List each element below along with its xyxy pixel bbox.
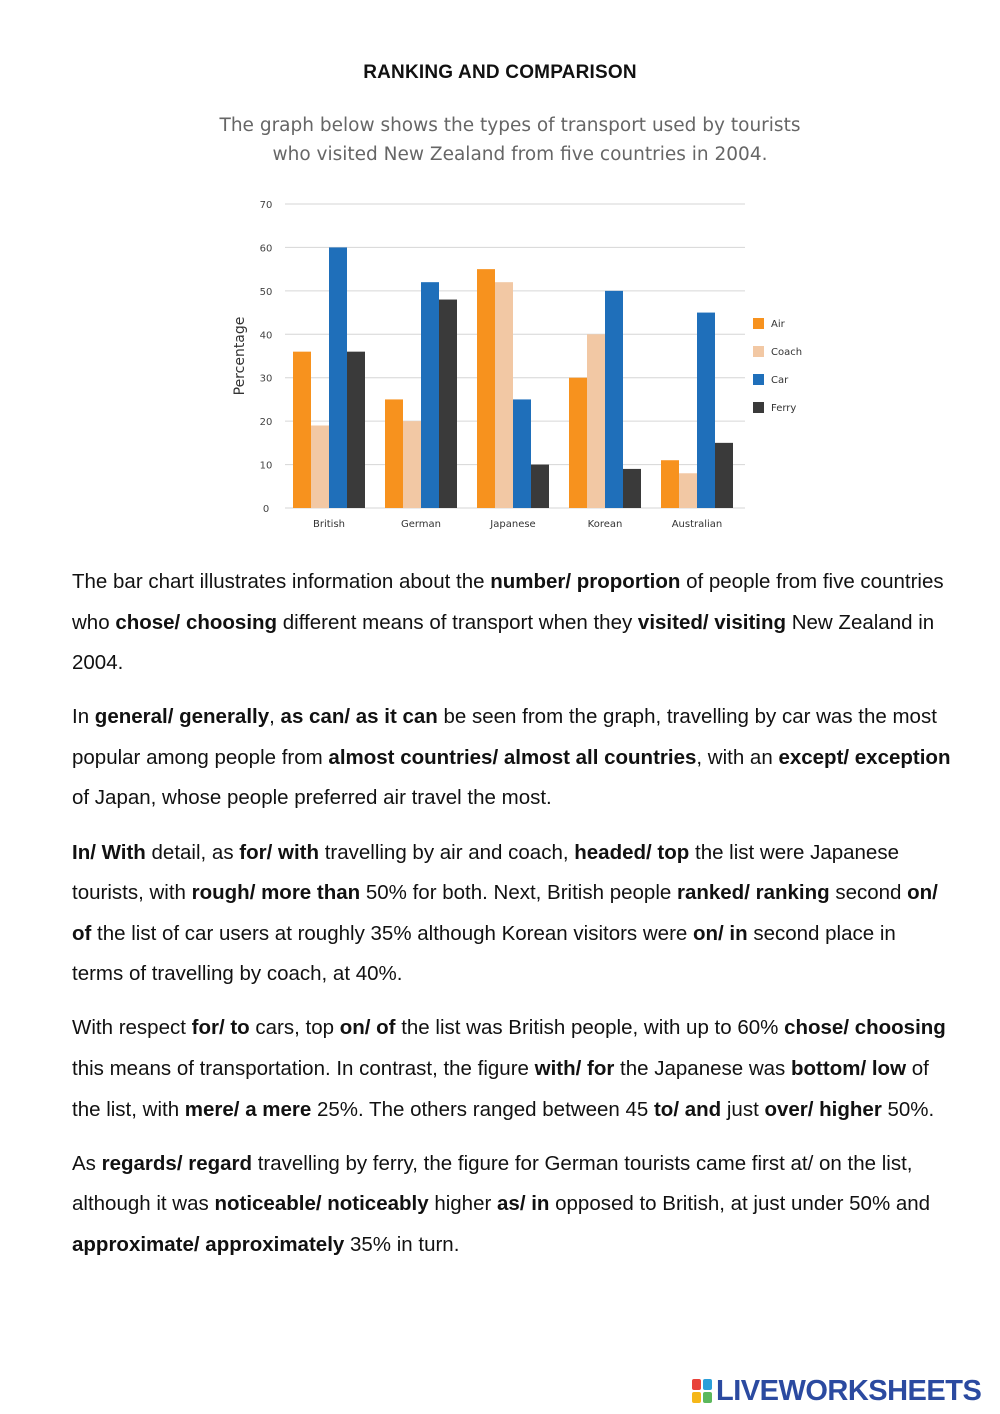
text-segment: the list of car users at roughly 35% although Korean visitors were (91, 921, 693, 945)
paragraph-5 (72, 1144, 952, 1266)
answer-choice: almost countries/ almost all countries (328, 745, 697, 769)
text-segment: the Japanese was (614, 1057, 792, 1081)
text-segment: the list was British people, with up to 60% (395, 1016, 785, 1040)
answer-choice: In/ With (72, 840, 146, 864)
answer-choice: as can/ as it can (280, 705, 438, 729)
answer-choice: on/ of (339, 1016, 396, 1040)
bar-ferry-german (439, 300, 457, 508)
answer-choice: approximate/ approximately (72, 1232, 345, 1256)
chart-title-line-2: who visited New Zealand from five countries in 2004. (272, 144, 768, 165)
text-segment: 50%. (881, 1097, 935, 1121)
answer-choice: ranked/ ranking (676, 881, 830, 905)
y-tick-label: 20 (259, 417, 273, 429)
text-segment: second place in terms of travelling by coach, at 40%. (72, 921, 896, 986)
text-segment: different means of transport when they (277, 610, 638, 634)
text-segment: this means of transportation. In contrast, the figure (72, 1057, 535, 1081)
bar-coach-german (403, 421, 421, 508)
y-axis-label: Percentage (232, 316, 248, 396)
bar-coach-korean (587, 334, 605, 508)
text-segment: 50% for both. Next, British people (360, 881, 677, 905)
text-segment: of people from five countries who (72, 570, 944, 634)
legend-label-air: Air (771, 319, 785, 330)
legend-swatch-car (753, 374, 764, 385)
bar-air-british (293, 352, 311, 508)
text-segment: , (269, 705, 281, 729)
bar-ferry-british (347, 352, 365, 508)
answer-choice: chose/ choosing (784, 1016, 946, 1040)
paragraph-1 (72, 562, 952, 684)
answer-choice: general/ generally (94, 705, 270, 729)
chart-title-line-1: The graph below shows the types of transport used by tourists (219, 115, 801, 136)
text-segment: be seen from the graph, travelling by car was the most popular among people from (72, 705, 937, 769)
text-segment: of Japan, whose people preferred air travel the most. (72, 786, 552, 810)
legend-swatch-air (753, 318, 764, 329)
text-segment: cars, top (249, 1016, 340, 1040)
y-tick-label: 60 (259, 243, 273, 255)
bar-ferry-korean (623, 469, 641, 508)
bar-air-japanese (477, 269, 495, 508)
logo-text: LIVEWORKSHEETS (716, 1374, 982, 1407)
answer-choice: on/ in (693, 921, 748, 945)
text-segment: , with an (696, 745, 779, 769)
legend-label-ferry: Ferry (771, 403, 797, 414)
text-segment: The bar chart illustrates information about the (72, 570, 491, 593)
text-segment: just (721, 1097, 765, 1121)
answer-choice: on/ of (72, 881, 938, 945)
y-tick-label: 50 (259, 286, 273, 298)
bar-car-german (421, 282, 439, 508)
answer-choice: as/ in (497, 1192, 550, 1216)
answer-choice: for/ to (191, 1016, 250, 1040)
body-text (72, 562, 952, 1279)
paragraph-4 (72, 1008, 952, 1130)
answer-choice: chose/ choosing (115, 610, 278, 634)
bar-air-german (385, 399, 403, 508)
text-segment: higher (428, 1192, 498, 1216)
paragraph-3 (72, 833, 952, 995)
answer-choice: visited/ visiting (637, 610, 787, 634)
bar-air-australian (661, 460, 679, 508)
text-segment: of the list, with (72, 1057, 929, 1121)
text-segment: New Zealand in 2004. (72, 610, 935, 675)
text-segment: opposed to British, at just under 50% and (549, 1192, 931, 1216)
chart-svg (210, 108, 830, 538)
y-tick-label: 70 (259, 200, 273, 211)
logo-block (703, 1379, 712, 1390)
text-segment: second (829, 881, 908, 905)
bar-chart (210, 108, 830, 538)
legend-swatch-coach (753, 346, 764, 357)
legend-swatch-ferry (753, 402, 764, 413)
y-tick-label: 40 (259, 330, 273, 342)
answer-choice: regards/ regard (101, 1151, 253, 1175)
x-tick-label: Japanese (490, 519, 536, 530)
y-tick-label: 10 (259, 460, 273, 472)
x-tick-label: German (400, 519, 442, 530)
text-segment: In (72, 705, 95, 729)
bar-car-australian (697, 313, 715, 508)
answer-choice: noticeable/ noticeably (214, 1192, 429, 1216)
logo-mark-icon (692, 1379, 712, 1403)
text-segment: As (72, 1151, 102, 1175)
page-title: RANKING AND COMPARISON (363, 62, 637, 83)
answer-choice: bottom/ low (791, 1057, 907, 1081)
paragraph-2 (72, 697, 952, 819)
text-segment: travelling by ferry, the figure for German tourists came first at/ on the list, although it was (72, 1151, 913, 1216)
answer-choice: for/ with (239, 840, 319, 864)
bar-coach-british (311, 425, 329, 508)
text-segment: With respect (72, 1016, 192, 1040)
answer-choice: rough/ more than (191, 881, 361, 905)
bar-car-japanese (513, 399, 531, 508)
text-segment: 25%. The others ranged between 45 (311, 1097, 654, 1121)
bar-air-korean (569, 378, 587, 508)
answer-choice: with/ for (534, 1057, 615, 1081)
text-segment: the list were Japanese tourists, with (72, 840, 899, 905)
text-segment: 35% in turn. (344, 1232, 460, 1256)
logo-block (692, 1379, 701, 1390)
bar-ferry-australian (715, 443, 733, 508)
x-tick-label: Korean (587, 519, 623, 530)
answer-choice: to/ and (653, 1097, 722, 1121)
bar-coach-japanese (495, 282, 513, 508)
answer-choice: mere/ a mere (184, 1097, 312, 1121)
text-segment: travelling by air and coach, (319, 840, 575, 864)
answer-choice: headed/ top (574, 840, 690, 864)
y-tick-label: 30 (259, 373, 273, 385)
legend-label-car: Car (771, 375, 789, 386)
bar-coach-australian (679, 473, 697, 508)
bar-ferry-japanese (531, 465, 549, 508)
bar-car-british (329, 247, 347, 508)
y-tick-label: 0 (262, 504, 270, 515)
liveworksheets-logo (692, 1374, 981, 1408)
x-tick-label: British (313, 519, 345, 530)
logo-block (703, 1392, 712, 1403)
answer-choice: over/ higher (764, 1097, 882, 1121)
logo-block (692, 1392, 701, 1403)
legend-label-coach: Coach (771, 347, 803, 358)
answer-choice: number/ proportion (490, 570, 681, 593)
answer-choice: except/ exception (778, 745, 951, 769)
x-tick-label: Australian (671, 519, 723, 530)
bar-car-korean (605, 291, 623, 508)
text-segment: detail, as (145, 840, 240, 864)
